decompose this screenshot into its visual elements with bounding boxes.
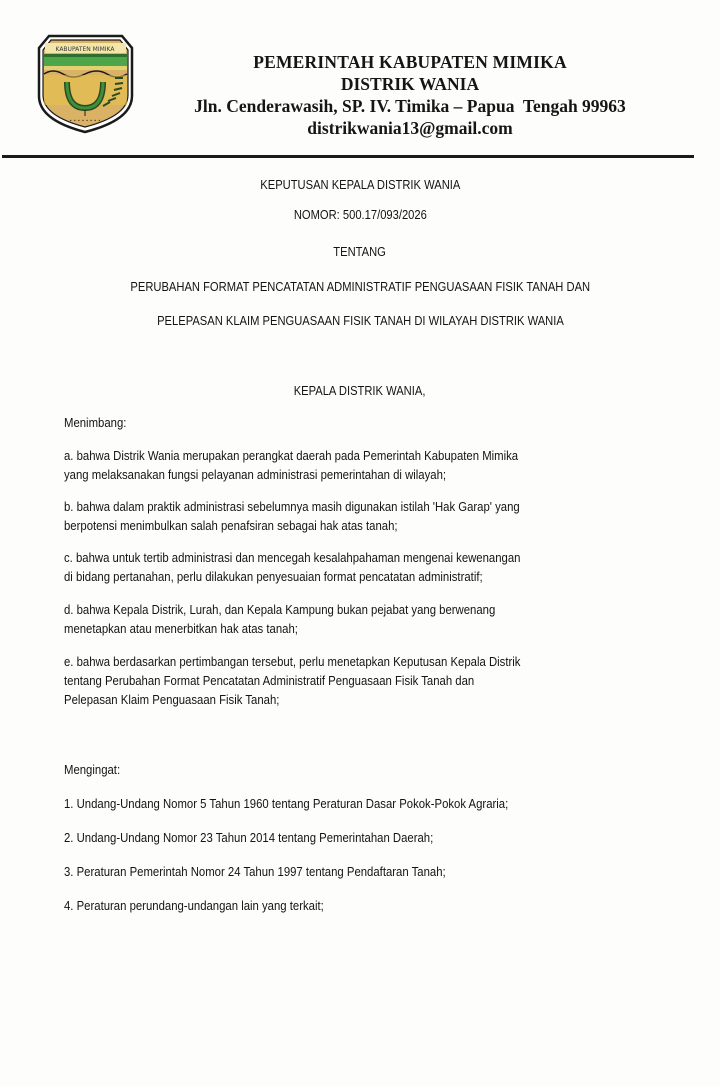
coat-of-arms-logo-icon	[37, 34, 134, 134]
letterhead-divider	[2, 155, 694, 158]
svg-text:KABUPATEN MIMIKA: KABUPATEN MIMIKA	[55, 46, 115, 53]
district-name: DISTRIK WANIA	[340, 74, 480, 94]
mengingat-item-4: 4. Peraturan perundang-undangan lain yang terkait;	[64, 898, 324, 913]
decree-about-label: TENTANG	[333, 244, 387, 259]
mengingat-item-2: 2. Undang-Undang Nomor 23 Tahun 2014 tentang Pemerintahan Daerah;	[64, 830, 434, 845]
menimbang-item-b-line-1: b. bahwa dalam praktik administrasi sebelumnya masih digunakan istilah 'Hak Garap' yang	[64, 499, 520, 514]
menimbang-item-e-line-2: tentang Perubahan Format Pencatatan Administratif Penguasaan Fisik Tanah dan	[64, 673, 475, 688]
mengingat-item-1: 1. Undang-Undang Nomor 5 Tahun 1960 tentang Peraturan Dasar Pokok-Pokok Agraria;	[64, 796, 509, 811]
decree-number: NOMOR: 500.17/093/2026	[293, 207, 427, 222]
office-address: Jln. Cenderawasih, SP. IV. Timika – Papua Tengah 99963	[194, 96, 626, 116]
decree-subject-line-1: PERUBAHAN FORMAT PENCATATAN ADMINISTRATIF PENGUASAAN FISIK TANAH DAN	[130, 279, 590, 294]
menimbang-item-e-line-1: e. bahwa berdasarkan pertimbangan tersebut, perlu menetapkan Keputusan Kepala Distrik	[64, 654, 521, 669]
menimbang-item-c-line-1: c. bahwa untuk tertib administrasi dan mencegah kesalahpahaman mengenai kewenangan	[64, 550, 521, 565]
menimbang-item-d-line-2: menetapkan atau menerbitkan hak atas tanah;	[64, 621, 298, 636]
letterhead	[150, 51, 670, 139]
menimbang-item-d-line-1: d. bahwa Kepala Distrik, Lurah, dan Kepala Kampung bukan pejabat yang berwenang	[64, 602, 496, 617]
menimbang-item-b-line-2: berpotensi menimbulkan salah penafsiran sebagai hak atas tanah;	[64, 518, 398, 533]
menimbang-item-a-line-2: yang melaksanakan fungsi pelayanan administrasi pemerintahan di wilayah;	[64, 467, 447, 482]
decree-title: KEPUTUSAN KEPALA DISTRIK WANIA	[259, 177, 461, 192]
issuing-official: KEPALA DISTRIK WANIA,	[294, 383, 426, 398]
government-name: PEMERINTAH KABUPATEN MIMIKA	[253, 52, 567, 72]
mengingat-item-3: 3. Peraturan Pemerintah Nomor 24 Tahun 1997 tentang Pendaftaran Tanah;	[64, 864, 446, 879]
menimbang-item-a-line-1: a. bahwa Distrik Wania merupakan perangkat daerah pada Pemerintah Kabupaten Mimika	[64, 448, 519, 463]
svg-text:• • • • • • • •: • • • • • • • •	[69, 119, 101, 124]
menimbang-label: Menimbang:	[64, 415, 127, 430]
decree-subject-line-2: PELEPASAN KLAIM PENGUASAAN FISIK TANAH DI WILAYAH DISTRIK WANIA	[156, 313, 564, 328]
office-email: distrikwania13@gmail.com	[307, 118, 513, 138]
menimbang-item-c-line-2: di bidang pertanahan, perlu dilakukan penyesuaian format pencatatan administratif;	[64, 569, 483, 584]
mengingat-label: Mengingat:	[64, 762, 121, 777]
menimbang-item-e-line-3: Pelepasan Klaim Penguasaan Fisik Tanah;	[64, 692, 280, 707]
